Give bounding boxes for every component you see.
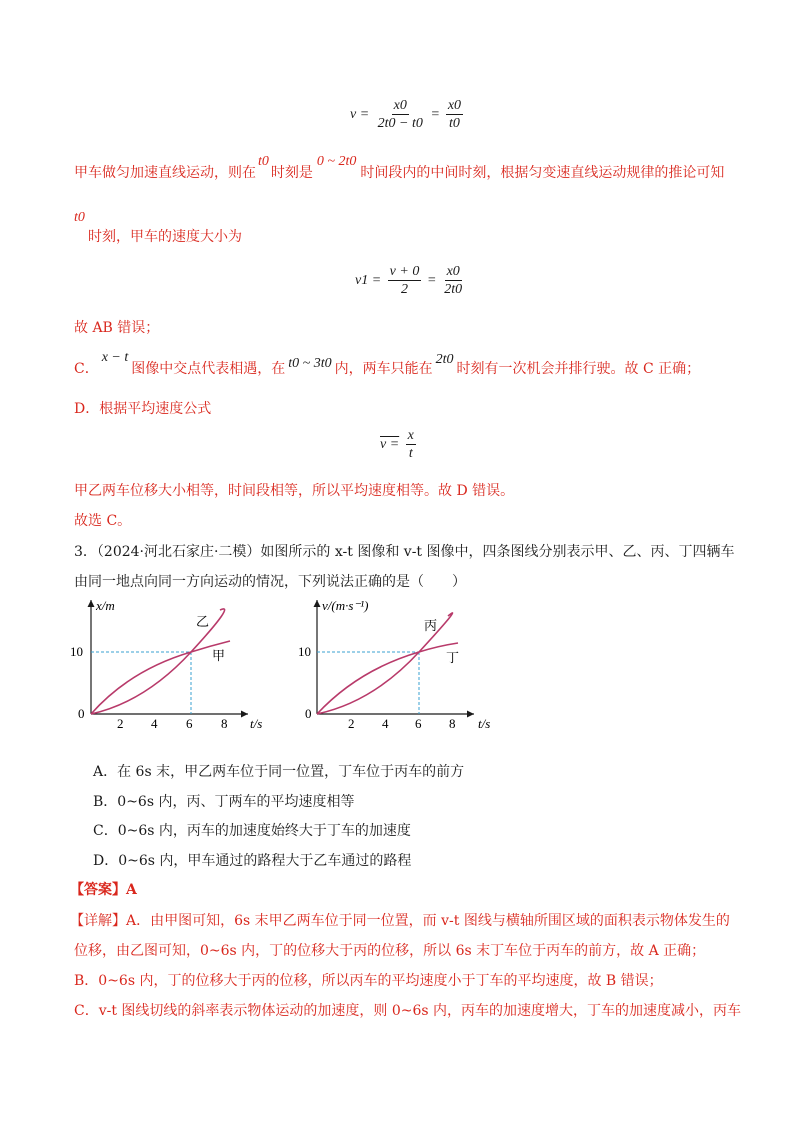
- solution-line-3: 故 AB 错误；: [74, 320, 160, 336]
- inline-math: x − t: [101, 350, 129, 365]
- text: C．: [74, 361, 99, 377]
- text: 甲车做匀加速直线运动，则在: [74, 165, 256, 181]
- formula-velocity: v = $\frac{x0}{2t0 - t0}$ = $\frac{x0}{t0}$: [350, 98, 462, 132]
- x-tick: 2: [348, 716, 355, 731]
- fraction: $\frac{x0}{2t0 - t0}$: [377, 98, 423, 132]
- formula-lhs: v =: [380, 437, 400, 453]
- detail-line-4: C．v-t 图线切线的斜率表示物体运动的加速度，则 0~6s 内，丙车的加速度增大，丁车的加速度减小，丙车: [74, 1003, 742, 1019]
- inline-math: 2t0: [435, 352, 454, 367]
- text: 时刻是: [270, 165, 313, 181]
- y-tick-10: 10: [298, 644, 311, 659]
- x-tick: 6: [415, 716, 422, 731]
- inline-math: t0: [258, 154, 269, 169]
- y-axis-label: v/(m·s⁻¹): [322, 598, 369, 613]
- solution-line-6: 甲乙两车位移大小相等，时间段相等，所以平均速度相等。故 D 错误。: [74, 483, 515, 499]
- option-d[interactable]: D．0~6s 内，甲车通过的路程大于乙车通过的路程: [93, 853, 412, 869]
- question-3-line-2: 由同一地点向同一方向运动的情况，下列说法正确的是（ ）: [74, 574, 466, 590]
- y-tick-10: 10: [70, 644, 83, 659]
- solution-line-2-text: [88, 226, 242, 246]
- solution-line-7: 故选 C。: [74, 513, 132, 529]
- formula-average-velocity: [380, 428, 419, 462]
- curve-label-yi: 乙: [196, 614, 210, 629]
- answer-label: 【答案】A: [70, 882, 137, 898]
- x-tick: 4: [382, 716, 389, 731]
- curve-label-ding: 丁: [446, 650, 460, 665]
- curve-label-jia: 甲: [212, 648, 226, 663]
- text: 时刻有一次机会并排行驶。故 C 正确；: [456, 361, 701, 377]
- curve-label-bing: 丙: [424, 618, 438, 633]
- fraction: $\frac{x0}{2t0}$: [444, 264, 463, 298]
- solution-line-2: [74, 210, 85, 232]
- inline-math: 0 ~ 2t0: [316, 154, 357, 169]
- text: 时间段内的中间时刻，根据匀变速直线运动规律的推论可知: [360, 165, 725, 181]
- y-axis-label: x/m: [96, 598, 115, 613]
- fraction: $\frac{x0}{t0}$: [447, 98, 462, 132]
- x-axis-label: t/s: [478, 716, 491, 731]
- xt-graph: [70, 592, 280, 732]
- solution-line-4: [74, 350, 701, 378]
- detail-line-1: 【详解】A．由甲图可知，6s 末甲乙两车位于同一位置，而 v-t 图线与横轴所围区域的面积表示物体发生的: [70, 913, 730, 929]
- inline-math: t0: [74, 210, 85, 225]
- text: 时刻，甲车的速度大小为: [88, 229, 242, 245]
- vt-graph: [298, 592, 508, 732]
- detail-line-3: B．0~6s 内，丁的位移大于丙的位移，所以丙车的平均速度小于丁车的平均速度，故 B 错误；: [74, 973, 663, 989]
- text: 内，两车只能在: [334, 361, 433, 377]
- formula-lhs: v1 =: [355, 273, 382, 289]
- formula-lhs: v =: [350, 107, 370, 123]
- detail-line-2: 位移，由乙图可知，0~6s 内，丁的位移大于丙的位移，所以 6s 末丁车位于丙车的前方，故 A 正确；: [74, 943, 706, 959]
- option-c[interactable]: C．0~6s 内，丙车的加速度始终大于丁车的加速度: [93, 823, 411, 839]
- inline-math: t0 ~ 3t0: [288, 356, 332, 371]
- x-tick: 6: [186, 716, 193, 731]
- solution-line-5: D．根据平均速度公式: [74, 401, 212, 417]
- question-3-line-1: 3．（2024·河北石家庄·二模）如图所示的 x-t 图像和 v-t 图像中，四条图线分别表示甲、乙、丙、丁四辆车: [74, 544, 735, 560]
- origin-label: 0: [78, 706, 85, 721]
- fraction: $\frac{x}{t}$: [407, 428, 414, 462]
- x-axis-label: t/s: [250, 716, 263, 731]
- x-tick: 4: [151, 716, 158, 731]
- text: 图像中交点代表相遇，在: [131, 361, 286, 377]
- option-b[interactable]: B．0~6s 内，丙、丁两车的平均速度相等: [93, 794, 355, 810]
- option-a[interactable]: A．在 6s 末，甲乙两车位于同一位置，丁车位于丙车的前方: [93, 764, 465, 780]
- formula-v1: v1 = $\frac{v + 0}{2}$ = $\frac{x0}{2t0}$: [355, 264, 463, 298]
- x-tick: 8: [449, 716, 456, 731]
- x-tick: 2: [117, 716, 124, 731]
- curve-ding: [317, 643, 458, 714]
- origin-label: 0: [305, 706, 312, 721]
- solution-line-1: [74, 154, 725, 182]
- x-tick: 8: [221, 716, 228, 731]
- fraction: $\frac{v + 0}{2}$: [389, 264, 420, 298]
